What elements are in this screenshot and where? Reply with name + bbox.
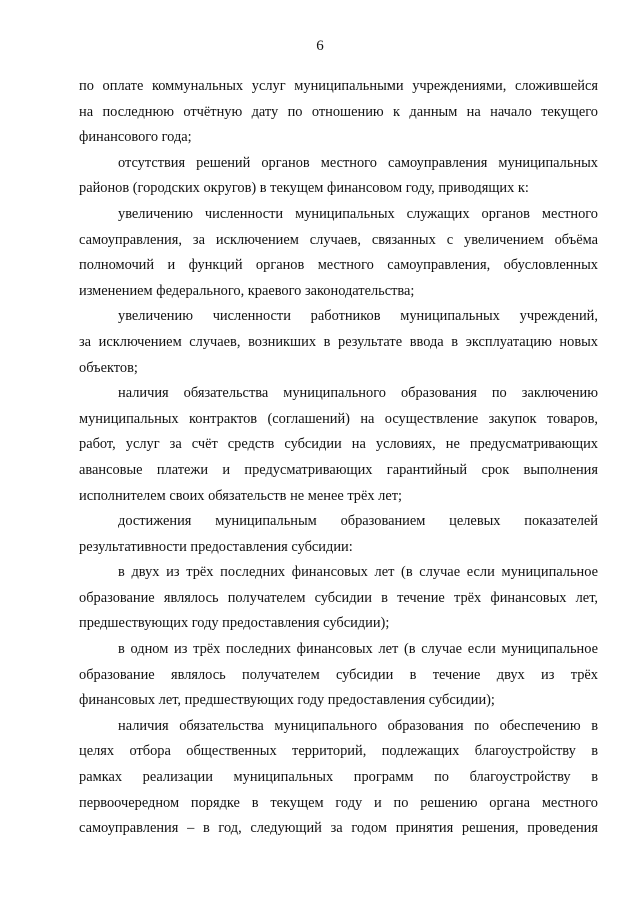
paragraph-line: по оплате коммунальных услуг муниципальными учреждениями, сложившейся: [79, 78, 598, 94]
paragraph-line: образование являлось получателем субсидии в течение двух из трёх: [79, 666, 598, 683]
paragraph-line: за исключением случаев, возникших в результате ввода в эксплуатацию новых: [79, 333, 598, 350]
paragraph-line: районов (городских округов) в текущем финансовом году, приводящих к:: [79, 180, 529, 197]
paragraph-line: полномочий и функций органов местного самоуправления, обусловленных: [79, 257, 598, 274]
paragraph-line: отсутствия решений органов местного самоуправления муниципальных: [118, 154, 598, 171]
paragraph-line: рамках реализации муниципальных программ по благоустройству в: [79, 769, 598, 786]
paragraph-line: первоочередном порядке в текущем году и по решению органа местного: [79, 794, 598, 811]
page-number: 6: [316, 38, 324, 54]
paragraph-line: результативности предоставления субсидии:: [79, 538, 353, 555]
paragraph-line: исполнителем своих обязательств не менее трёх лет;: [79, 487, 403, 504]
paragraph-line: муниципальных контрактов (соглашений) на осуществление закупок товаров,: [79, 410, 598, 427]
paragraph-line: образование являлось получателем субсидии в течение трёх финансовых лет,: [79, 589, 598, 606]
paragraph-line: самоуправления, за исключением случаев, связанных с увеличением объёма: [79, 231, 598, 248]
paragraph-line: достижения муниципальным образованием целевых показателей: [118, 513, 598, 530]
paragraph-line: целях отбора общественных территорий, подлежащих благоустройству в: [79, 743, 598, 760]
paragraph-line: самоуправления – в год, следующий за годом принятия решения, проведения: [79, 820, 598, 837]
paragraph-line: авансовые платежи и предусматривающих гарантийный срок выполнения: [79, 461, 598, 478]
paragraph-line: предшествующих году предоставления субсидии);: [79, 615, 390, 632]
paragraph-line: на последнюю отчётную дату по отношению к данным на начало текущего: [79, 103, 598, 120]
paragraph-line: наличия обязательства муниципального образования по заключению: [118, 385, 598, 402]
paragraph-line: объектов;: [79, 359, 138, 376]
paragraph-line: финансовых лет, предшествующих году предоставления субсидии);: [79, 692, 495, 709]
paragraph-line: финансового года;: [79, 129, 192, 146]
paragraph-line: работ, услуг за счёт средств субсидии на условиях, не предусматривающих: [79, 436, 598, 453]
paragraph-line: увеличению численности муниципальных служащих органов местного: [118, 205, 598, 222]
paragraph-line: изменением федерального, краевого законодательства;: [79, 282, 415, 299]
paragraph-line: в одном из трёх последних финансовых лет (в случае если муниципальное: [118, 641, 598, 658]
paragraph-line: наличия обязательства муниципального образования по обеспечению в: [118, 717, 598, 734]
document-body: [79, 74, 598, 842]
paragraph-line: увеличению численности работников муниципальных учреждений,: [118, 308, 598, 325]
paragraph-line: в двух из трёх последних финансовых лет (в случае если муниципальное: [118, 564, 598, 581]
